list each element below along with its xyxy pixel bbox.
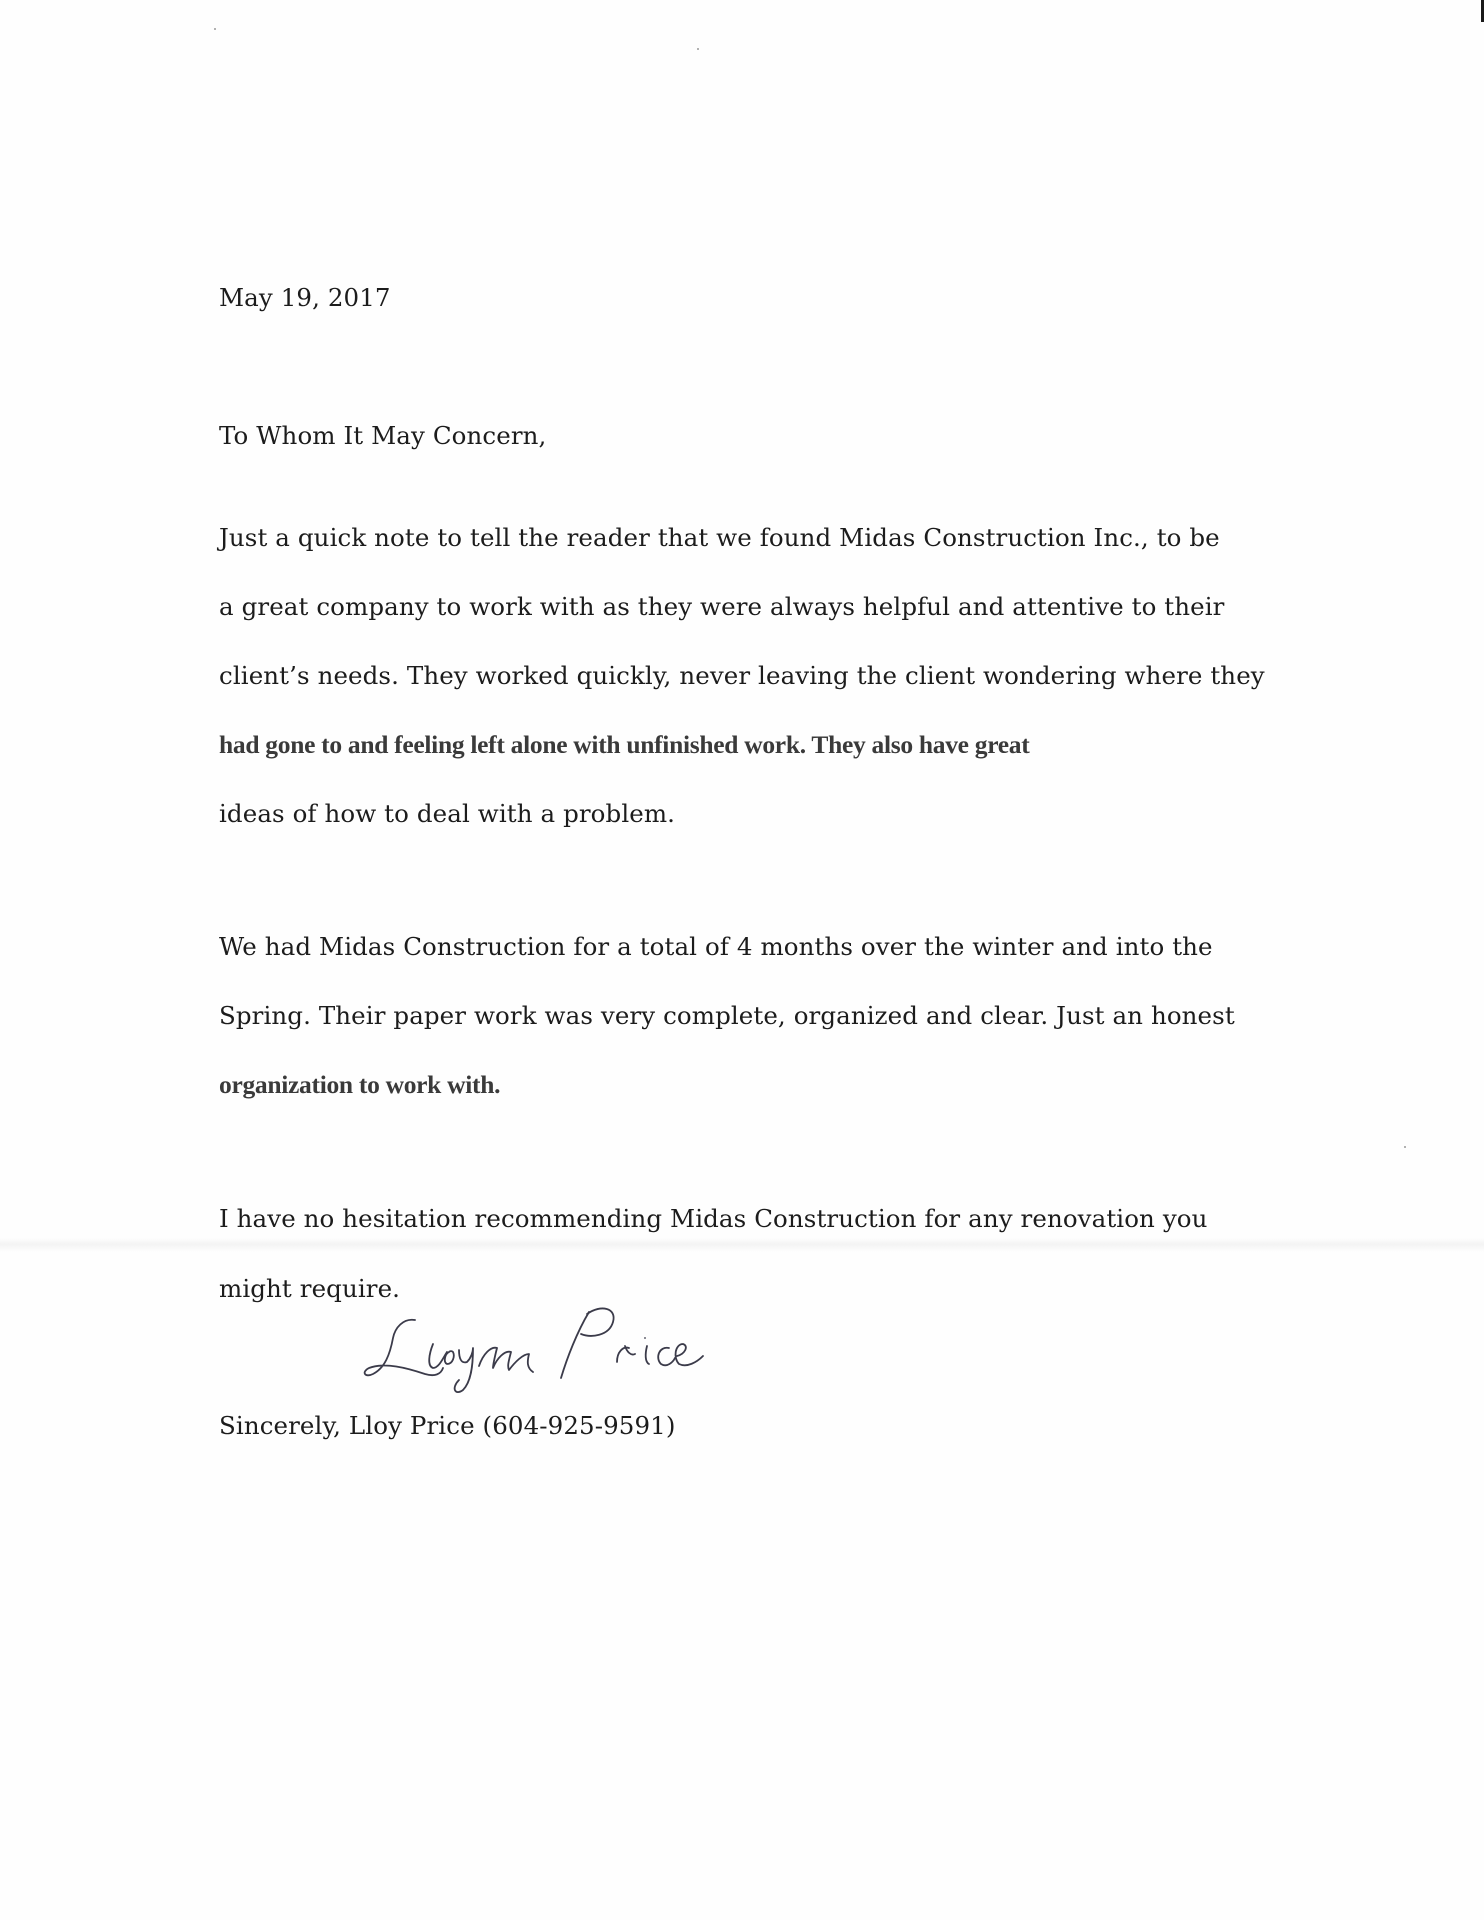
paper-fold-line	[0, 1238, 1484, 1252]
handwritten-signature	[355, 1282, 795, 1402]
body-line: Just a quick note to tell the reader that we found Midas Construction Inc., to be	[219, 523, 1220, 552]
scan-speck	[214, 28, 216, 30]
scan-speck	[697, 48, 699, 50]
body-line: had gone to and feeling left alone with unfinished work. They also have great	[219, 730, 1030, 759]
body-line: might require.	[219, 1274, 401, 1303]
letter-closing: Sincerely, Lloy Price (604-925-9591)	[219, 1411, 676, 1440]
body-line: I have no hesitation recommending Midas Construction for any renovation you	[219, 1204, 1208, 1233]
body-line: ideas of how to deal with a problem.	[219, 799, 676, 828]
body-line: client’s needs. They worked quickly, never leaving the client wondering where they	[219, 661, 1265, 690]
scan-speck	[1404, 1146, 1406, 1148]
body-line: Spring. Their paper work was very complete, organized and clear. Just an honest	[219, 1001, 1235, 1030]
body-line: a great company to work with as they were always helpful and attentive to their	[219, 592, 1225, 621]
body-line: organization to work with.	[219, 1070, 501, 1099]
body-line: We had Midas Construction for a total of 4 months over the winter and into the	[219, 932, 1213, 961]
letter-salutation: To Whom It May Concern,	[219, 421, 547, 450]
letter-date: May 19, 2017	[219, 283, 391, 312]
